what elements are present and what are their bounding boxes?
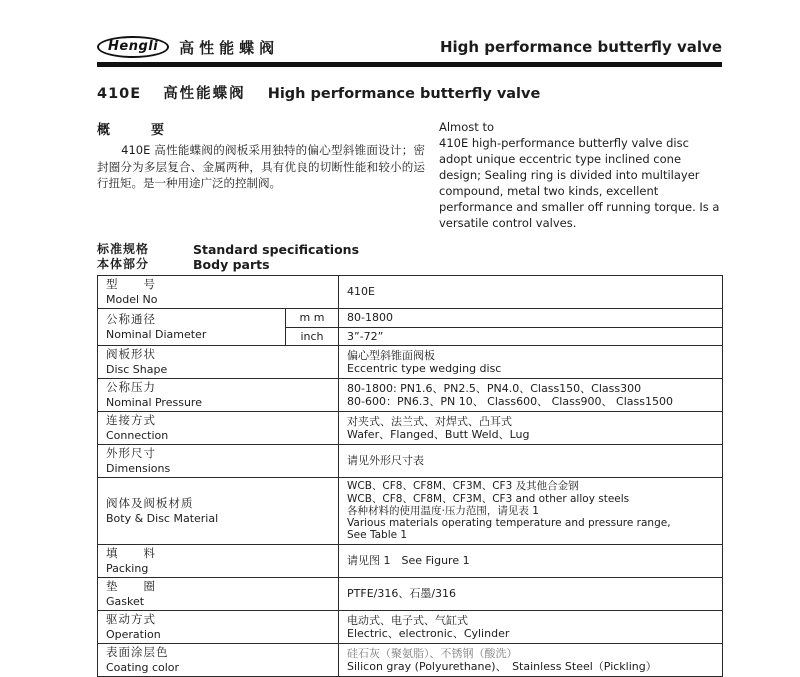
label-cell — [98, 379, 339, 412]
material-line-2: WCB、CF8、CF8M、CF3M、CF3 and other alloy steels — [347, 492, 630, 505]
value-cell — [339, 327, 723, 346]
body-parts-heading-zh: 本体部分 — [97, 257, 150, 271]
standard-specifications-heading — [97, 242, 722, 257]
label-en: Packing — [106, 561, 149, 575]
gasket-value: PTFE/316、石墨/316 — [347, 587, 457, 601]
row-body-disc-material — [98, 478, 723, 545]
body-parts-heading-en: Body parts — [193, 257, 270, 272]
row-packing — [98, 545, 723, 578]
section-headings — [97, 242, 722, 272]
summary-en-intro: Almost to — [439, 120, 495, 134]
label-en: Nominal Pressure — [106, 395, 202, 409]
row-gasket — [98, 578, 723, 611]
page-title — [97, 82, 722, 103]
pressure-line-2: 80-600：PN6.3、PN 10、 Class600、 Class900、 Class1500 — [347, 395, 673, 408]
value-cell — [339, 346, 723, 379]
label-zh: 连接方式 — [106, 413, 156, 427]
label-zh: 外形尺寸 — [106, 446, 156, 460]
row-connection — [98, 412, 723, 445]
value-cell — [339, 309, 723, 328]
page-title-zh: 高性能蝶阀 — [163, 86, 246, 102]
label-en: Gasket — [106, 594, 145, 608]
row-coating-color — [98, 644, 723, 677]
label-en: Model No — [106, 292, 158, 306]
body-parts-heading — [97, 257, 722, 272]
value-cell — [339, 276, 723, 309]
row-nominal-diameter — [98, 309, 723, 328]
unit-cell-mm: m m — [286, 309, 339, 328]
summary-zh-column — [97, 119, 425, 231]
label-en: Dimensions — [106, 461, 171, 475]
hengli-logo: Hengli — [97, 36, 169, 58]
summary-body-zh: 410E 高性能蝶阀的阀板采用独特的偏心型斜锥面设计；密封圈分为多层复合、金属两种，具有优良的切断性能和较小的运行扭矩。是一种用途广泛的控制阀。 — [97, 143, 425, 190]
spec-heading-zh: 标准规格 — [97, 242, 150, 256]
value-cell — [339, 412, 723, 445]
label-en: Operation — [106, 627, 161, 641]
label-cell — [98, 478, 339, 545]
diameter-inch-value: 3”-72” — [347, 329, 384, 343]
summary-body-en: 410E high-performance butterfly valve disc adopt unique eccentric type inclined cone design; Sealing ring is divided into multilayer compound, metal two kinds, excellent performance and smaller off running torque. Is a versatile control valves. — [439, 136, 720, 230]
label-cell — [98, 644, 339, 677]
specification-table — [97, 275, 723, 677]
coating-zh: 硅石灰（聚氨脂）、不锈钢（酸洗） — [347, 646, 518, 660]
label-cell — [98, 545, 339, 578]
material-line-3: 各种材料的使用温度·压力范围，请见表 1 — [347, 504, 539, 517]
connection-zh: 对夹式、法兰式、对焊式、凸耳式 — [347, 414, 513, 428]
operation-zh: 电动式、电子式、气缸式 — [347, 613, 469, 627]
value-cell — [339, 611, 723, 644]
label-zh: 型 号 — [106, 277, 156, 291]
label-cell — [98, 309, 286, 346]
disc-shape-en: Eccentric type wedging disc — [347, 362, 502, 375]
header-rule — [97, 62, 722, 67]
operation-en: Electric、electronic、Cylinder — [347, 627, 510, 640]
row-model-no — [98, 276, 723, 309]
label-cell — [98, 578, 339, 611]
material-line-5: See Table 1 — [347, 529, 408, 542]
connection-en: Wafer、Flanged、Butt Weld、Lug — [347, 428, 530, 441]
row-disc-shape — [98, 346, 723, 379]
coating-en: Silicon gray (Polyurethane)、 Stainless Steel（Pickling） — [347, 660, 657, 673]
label-zh: 公称通径 — [106, 312, 156, 326]
model-no-value: 410E — [347, 285, 375, 299]
summary-en-column — [439, 119, 722, 231]
label-cell — [98, 276, 339, 309]
label-zh: 驱动方式 — [106, 612, 156, 626]
summary-section — [97, 119, 722, 231]
label-cell — [98, 412, 339, 445]
unit-cell-inch: inch — [286, 327, 339, 346]
pressure-line-1: 80-1800: PN1.6、PN2.5、PN4.0、Class150、Class300 — [347, 381, 642, 395]
row-dimensions — [98, 445, 723, 478]
value-cell — [339, 445, 723, 478]
value-cell — [339, 578, 723, 611]
header-title-zh: 高性能蝶阀 — [179, 38, 280, 57]
label-zh: 垫 圈 — [106, 579, 156, 593]
label-zh: 公称压力 — [106, 380, 156, 394]
label-cell — [98, 611, 339, 644]
label-en: Connection — [106, 428, 169, 442]
row-operation — [98, 611, 723, 644]
packing-value: 请见图 1 See Figure 1 — [347, 554, 470, 568]
label-zh: 阀板形状 — [106, 347, 156, 361]
value-cell — [339, 478, 723, 545]
dimensions-value: 请见外形尺寸表 — [347, 454, 425, 468]
disc-shape-zh: 偏心型斜锥面阀板 — [347, 348, 436, 362]
material-line-1: WCB、CF8、CF8M、CF3M、CF3 及其他合金钢 — [347, 480, 579, 493]
spec-heading-en: Standard specifications — [193, 242, 360, 257]
page-header — [97, 34, 722, 60]
label-en: Boty & Disc Material — [106, 511, 219, 525]
label-en: Nominal Diameter — [106, 327, 207, 341]
label-cell — [98, 346, 339, 379]
value-cell — [339, 379, 723, 412]
model-number: 410E — [97, 86, 142, 102]
diameter-mm-value: 80-1800 — [347, 311, 393, 324]
summary-heading-zh: 概 要 — [97, 123, 179, 138]
label-en: Disc Shape — [106, 362, 168, 376]
label-zh: 阀体及阀板材质 — [106, 496, 194, 510]
label-zh: 表面涂层色 — [106, 645, 169, 659]
label-zh: 填 料 — [106, 546, 156, 560]
label-en: Coating color — [106, 660, 180, 674]
page-title-en: High performance butterfly valve — [267, 86, 541, 102]
row-nominal-pressure — [98, 379, 723, 412]
material-line-4: Various materials operating temperature and pressure range, — [347, 517, 671, 530]
value-cell — [339, 644, 723, 677]
header-title-en: High performance butterfly valve — [439, 38, 722, 56]
value-cell — [339, 545, 723, 578]
label-cell — [98, 445, 339, 478]
